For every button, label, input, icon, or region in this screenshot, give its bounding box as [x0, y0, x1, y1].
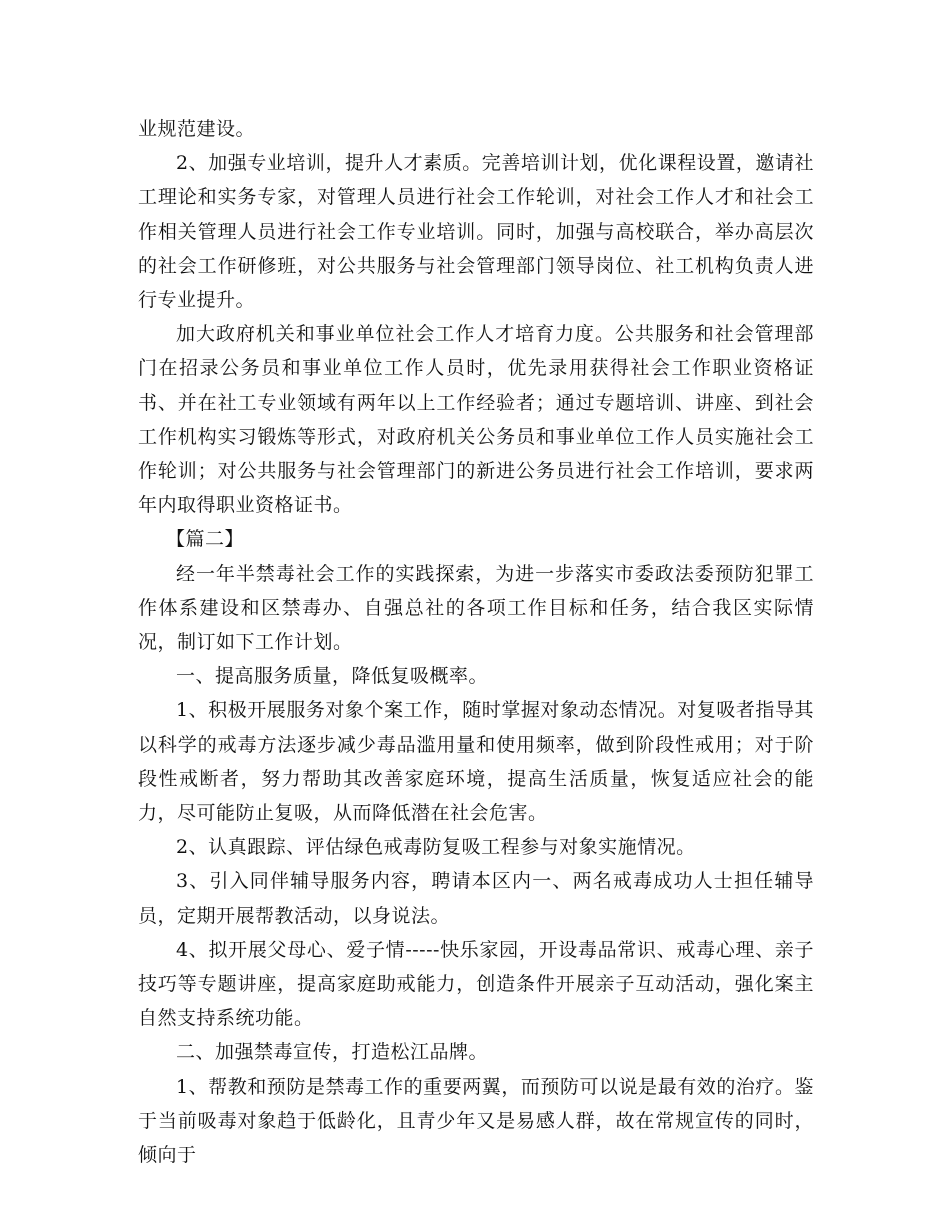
paragraph-family-program: 4、拟开展父母心、爱子情-----快乐家园，开设毒品常识、戒毒心理、亲子技巧等专题讲座，提高家庭助戒能力，创造条件开展亲子互动活动，强化案主自然支持系统功能。: [138, 938, 814, 1030]
paragraph-intro: 经一年半禁毒社会工作的实践探索，为进一步落实市委政法委预防犯罪工作体系建设和区禁毒办、自强总社的各项工作目标和任务，结合我区实际情况，制订如下工作计划。: [138, 562, 814, 654]
document-body: [138, 112, 814, 1172]
paragraph-government-talent: 加大政府机关和事业单位社会工作人才培育力度。公共服务和社会管理部门在招录公务员和事业单位工作人员时，优先录用获得社会工作职业资格证书、并在社工专业领域有两年以上工作经验者；通过专题培训、讲座、到社会工作机构实习锻炼等形式，对政府机关公务员和事业单位工作人员实施社会工作轮训；对公共服务与社会管理部门的新进公务员进行社会工作培训，要求两年内取得职业资格证书。: [138, 323, 814, 517]
paragraph-prevention: 1、帮教和预防是禁毒工作的重要两翼，而预防可以说是最有效的治疗。鉴于当前吸毒对象趋于低龄化，且青少年又是易感人群，故在常规宣传的同时，倾向于: [138, 1075, 814, 1167]
section-heading-part-two: 【篇二】: [166, 528, 245, 551]
paragraph-case-work: 1、积极开展服务对象个案工作，随时掌握对象动态情况。对复吸者指导其以科学的戒毒方法逐步减少毒品滥用量和使用频率，做到阶段性戒用；对于阶段性戒断者，努力帮助其改善家庭环境，提高生活质量，恢复适应社会的能力，尽可能防止复吸，从而降低潜在社会危害。: [138, 699, 814, 825]
paragraph-training: 2、加强专业培训，提升人才素质。完善培训计划，优化课程设置，邀请社工理论和实务专家，对管理人员进行社会工作轮训，对社会工作人才和社会工作相关管理人员进行社会工作专业培训。同时，加强与高校联合，举办高层次的社会工作研修班，对公共服务与社会管理部门领导岗位、社工机构负责人进行专业提升。: [138, 152, 814, 312]
paragraph-tracking: 2、认真跟踪、评估绿色戒毒防复吸工程参与对象实施情况。: [176, 836, 696, 859]
heading-publicity: 二、加强禁毒宣传，打造松江品牌。: [176, 1041, 489, 1064]
paragraph-continuation: 业规范建设。: [138, 118, 256, 140]
heading-improve-service: 一、提高服务质量，降低复吸概率。: [176, 665, 489, 688]
paragraph-peer-support: 3、引入同伴辅导服务内容，聘请本区内一、两名戒毒成功人士担任辅导员，定期开展帮教活动，以身说法。: [138, 870, 814, 927]
